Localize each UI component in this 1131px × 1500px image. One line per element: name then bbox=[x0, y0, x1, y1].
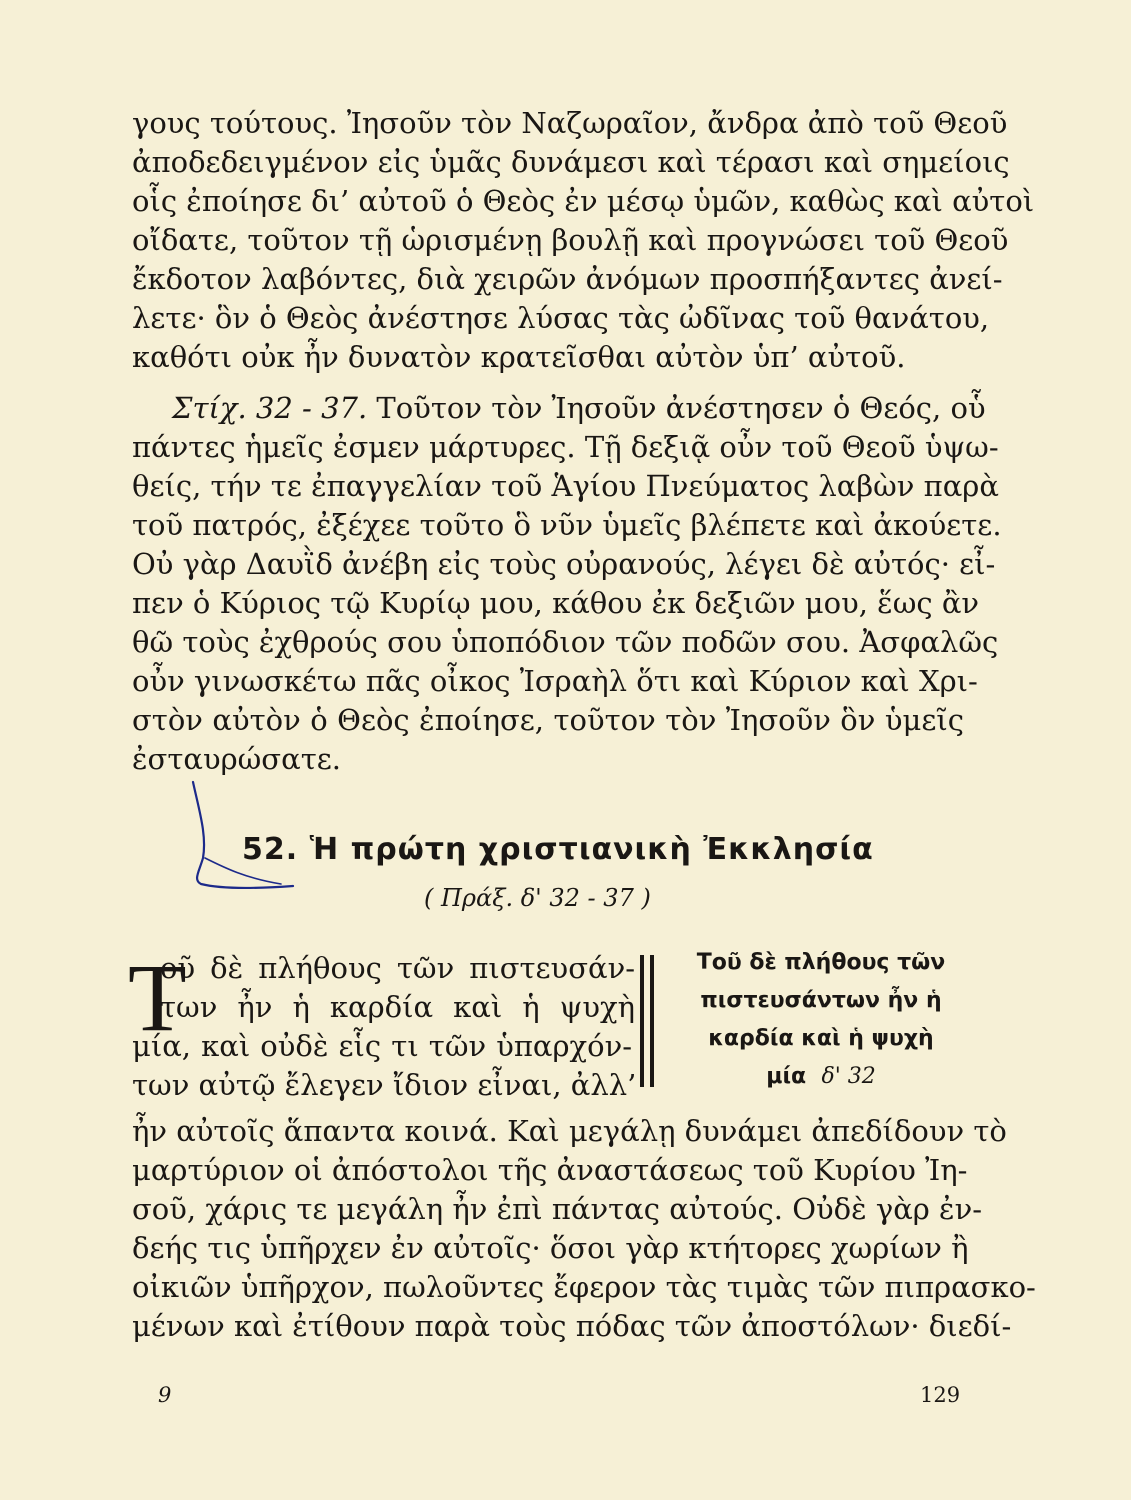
page-number: 129 bbox=[920, 1383, 961, 1407]
text-line: θείς, τήν τε ἐπαγγελίαν τοῦ Ἁγίου Πνεύματος λαβὼν παρὰ bbox=[132, 469, 999, 503]
text-line: γους τούτους. Ἰησοῦν τὸν Ναζωραῖον, ἄνδρα ἀπὸ τοῦ Θεοῦ bbox=[132, 106, 1008, 140]
text-line: τοῦ πατρός, ἐξέχεε τοῦτο ὃ νῦν ὑμεῖς βλέπετε καὶ ἀκούετε. bbox=[132, 508, 1002, 542]
verse-text: Τοῦτον τὸν Ἰησοῦν ἀνέστησεν ὁ Θεός, οὗ bbox=[376, 391, 986, 425]
column-rule bbox=[640, 955, 644, 1087]
text-line: μαρτύριον οἱ ἀπόστολοι τῆς ἀναστάσεως τοῦ Κυρίου Ἰη- bbox=[132, 1153, 968, 1187]
text-line: μένων καὶ ἐτίθουν παρὰ τοὺς πόδας τῶν ἀποστόλων· διεδί- bbox=[132, 1309, 1012, 1343]
text-line: οὖν γινωσκέτω πᾶς οἶκος Ἰσραὴλ ὅτι καὶ Κύριον καὶ Χρι- bbox=[132, 664, 978, 698]
sidenote-line: καρδία καὶ ἡ ψυχὴ bbox=[708, 1026, 934, 1051]
sidenote-line: Τοῦ δὲ πλήθους τῶν bbox=[696, 950, 946, 975]
text-line: θῶ τοὺς ἐχθρούς σου ὑποπόδιον τῶν ποδῶν σου. Ἀσφαλῶς bbox=[132, 625, 999, 659]
text-line: σοῦ, χάρις τε μεγάλη ἦν ἐπὶ πάντας αὐτούς. Οὐδὲ γὰρ ἐν- bbox=[132, 1192, 983, 1226]
text-line: Οὐ γὰρ Δαυῒδ ἀνέβη εἰς τοὺς οὐρανούς, λέγει δὲ αὐτός· εἶ- bbox=[132, 547, 996, 581]
sidenote-word: μία bbox=[766, 1064, 807, 1089]
text-line: ἀποδεδειγμένον εἰς ὑμᾶς δυνάμεσι καὶ τέρασι καὶ σημείοις bbox=[132, 145, 1010, 179]
text-line: οἷς ἐποίησε δι’ αὐτοῦ ὁ Θεὸς ἐν μέσῳ ὑμῶν, καθὼς καὶ αὐτοὶ bbox=[132, 184, 1035, 218]
verse-first-line bbox=[172, 388, 986, 428]
text-line: μία, καὶ οὐδὲ εἷς τι τῶν ὑπαρχόν- bbox=[132, 1029, 632, 1063]
marginal-note bbox=[676, 944, 966, 1096]
text-line: πάντες ἡμεῖς ἐσμεν μάρτυρες. Τῇ δεξιᾷ οὖν τοῦ Θεοῦ ὑψω- bbox=[132, 430, 999, 464]
text-line: οῦ δὲ πλήθους τῶν πιστευσάν- bbox=[160, 951, 635, 985]
text-line: των αὐτῷ ἔλεγεν ἴδιον εἶναι, ἀλλ’ bbox=[132, 1068, 637, 1102]
text-line: καθότι οὐκ ἦν δυνατὸν κρατεῖσθαι αὐτὸν ὑπ’ αὐτοῦ. bbox=[132, 340, 906, 374]
text-line: λετε· ὃν ὁ Θεὸς ἀνέστησε λύσας τὰς ὠδῖνας τοῦ θανάτου, bbox=[132, 301, 990, 335]
sidenote-last-line bbox=[676, 1058, 966, 1096]
text-line: οἴδατε, τοῦτον τῇ ὡρισμένῃ βουλῇ καὶ προγνώσει τοῦ Θεοῦ bbox=[132, 223, 1009, 257]
text-line: πεν ὁ Κύριος τῷ Κυρίῳ μου, κάθου ἐκ δεξιῶν μου, ἕως ἂν bbox=[132, 586, 980, 620]
text-line: ἦν αὐτοῖς ἅπαντα κοινά. Καὶ μεγάλῃ δυνάμει ἀπεδίδουν τὸ bbox=[132, 1114, 1007, 1148]
signature-mark: 9 bbox=[158, 1383, 172, 1407]
sidenote-line: πιστευσάντων ἦν ἡ bbox=[700, 988, 942, 1013]
text-line: δεής τις ὑπῆρχεν ἐν αὐτοῖς· ὅσοι γὰρ κτήτορες χωρίων ἢ bbox=[132, 1231, 969, 1265]
verse-reference: Στίχ. 32 - 37. bbox=[172, 391, 368, 425]
text-line: ἐσταυρώσατε. bbox=[132, 742, 341, 776]
text-line: των ἦν ἡ καρδία καὶ ἡ ψυχὴ bbox=[160, 990, 635, 1024]
section-reference: ( Πράξ. δ' 32 - 37 ) bbox=[424, 884, 651, 912]
section-heading: 52. Ἡ πρώτη χριστιανικὴ Ἐκκλησία bbox=[242, 832, 874, 867]
text-line: οἰκιῶν ὑπῆρχον, πωλοῦντες ἔφερον τὰς τιμὰς τῶν πιπρασκο- bbox=[132, 1270, 1036, 1304]
column-rule bbox=[650, 955, 654, 1087]
text-line: στὸν αὐτὸν ὁ Θεὸς ἐποίησε, τοῦτον τὸν Ἰησοῦν ὃν ὑμεῖς bbox=[132, 703, 964, 737]
sidenote-reference: δ' 32 bbox=[821, 1064, 876, 1089]
text-line: ἔκδοτον λαβόντες, διὰ χειρῶν ἀνόμων προσπήξαντες ἀνεί- bbox=[132, 262, 1003, 296]
drop-cap: Τ bbox=[128, 944, 187, 1051]
